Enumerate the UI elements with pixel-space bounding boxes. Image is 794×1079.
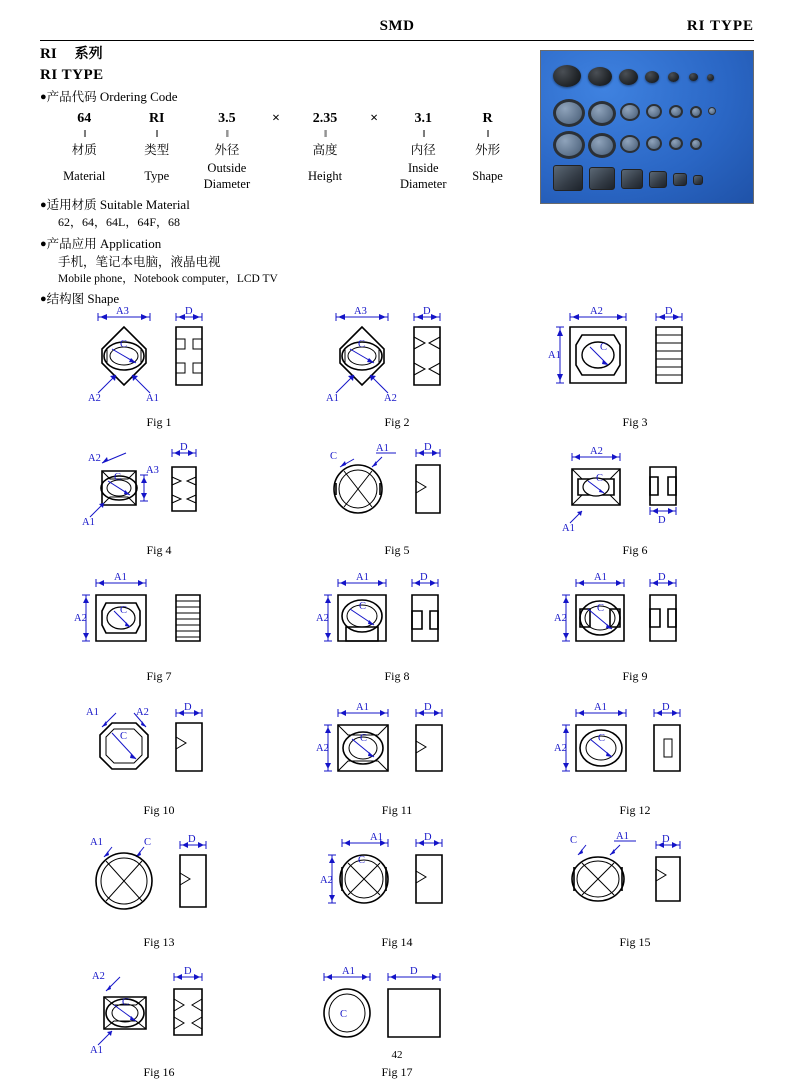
photo-part	[588, 101, 616, 126]
figure-caption: Fig 10	[143, 803, 175, 817]
en-label-sep-2	[359, 160, 389, 192]
figure-row	[40, 441, 754, 557]
figure-cell	[40, 829, 278, 949]
material-heading	[40, 196, 520, 214]
fig4-svg	[54, 441, 264, 541]
fig12-svg	[530, 697, 740, 801]
fig16-svg	[54, 963, 264, 1063]
photo-part	[669, 137, 683, 150]
bullet-icon: ●	[40, 199, 47, 211]
figure-caption: Fig 15	[619, 935, 651, 949]
photo-part	[649, 171, 667, 188]
photo-part	[689, 73, 698, 81]
cn-label-inside-diameter: 内径	[410, 142, 436, 157]
fig7-label-c: C	[120, 605, 128, 616]
fig2-label-a3: A3	[354, 306, 367, 317]
photo-part	[690, 106, 702, 118]
fig7-svg	[54, 571, 264, 667]
fig5-svg	[292, 441, 502, 541]
figure-caption: Fig 11	[381, 803, 413, 817]
fig8-label-d: D	[420, 572, 428, 583]
code-inside-diameter: 3.1	[414, 111, 432, 126]
fig14-label-d: D	[424, 832, 432, 843]
bullet-icon: ●	[40, 238, 47, 250]
figure-drawing	[54, 963, 264, 1063]
code-sep-2: ×	[370, 111, 379, 126]
figure-drawing	[530, 305, 740, 413]
fig16-label-a2: A2	[92, 971, 105, 982]
figure-row	[40, 305, 754, 429]
fig3-label-d: D	[665, 306, 673, 317]
fig4-label-d: D	[180, 442, 188, 453]
ordering-code-table	[48, 109, 518, 192]
figure-cell	[40, 305, 278, 429]
figure-drawing	[54, 829, 264, 933]
en-label-sep-1	[261, 160, 291, 192]
figure-drawing	[530, 697, 740, 801]
figure-cell	[516, 697, 754, 817]
figure-drawing	[530, 441, 740, 541]
photo-part	[693, 175, 703, 185]
figure-cell	[40, 571, 278, 683]
fig2-label-a2: A2	[384, 393, 397, 404]
fig10-label-a2: A2	[136, 707, 149, 718]
application-cn-text: 手机，笔记本电脑，液晶电视	[58, 254, 221, 269]
fig10-svg	[54, 697, 264, 801]
fig2-svg	[292, 305, 502, 413]
application-heading-en: Application	[99, 236, 162, 251]
series-title-cn: 系列	[74, 46, 103, 62]
fig6-label-d: D	[658, 515, 666, 526]
ordering-code-row	[48, 109, 518, 128]
en-label-height: Height	[308, 169, 343, 183]
photo-part	[621, 169, 643, 189]
photo-part	[619, 69, 638, 85]
application-heading	[40, 235, 520, 253]
photo-part	[620, 135, 640, 153]
fig14-label-a2: A2	[320, 875, 333, 886]
header-title: SMD	[379, 18, 415, 34]
fig16-label-c: C	[122, 997, 130, 1008]
fig9-label-c: C	[597, 603, 605, 614]
photo-part	[673, 173, 687, 186]
fig15-label-d: D	[662, 834, 670, 845]
figure-drawing	[292, 963, 502, 1063]
figure-cell-empty	[516, 963, 754, 1079]
fig15-svg	[530, 829, 740, 933]
fig8-svg	[292, 571, 502, 667]
figure-caption: Fig 16	[143, 1065, 175, 1079]
fig14-label-c: C	[358, 855, 366, 866]
page-number: 42	[391, 1049, 403, 1061]
shape-heading-cn: 结构图	[46, 291, 85, 306]
cn-label-material: 材质	[71, 142, 97, 157]
fig16-label-d: D	[184, 966, 192, 977]
figure-cell	[278, 697, 516, 817]
fig17-svg	[292, 963, 502, 1063]
fig10-label-a1: A1	[86, 707, 99, 718]
figure-drawing	[292, 441, 502, 541]
figure-caption: Fig 9	[622, 669, 648, 683]
eq-5	[359, 128, 389, 140]
code-shape: R	[482, 111, 493, 126]
fig3-svg	[530, 305, 740, 413]
fig6-label-a1: A1	[562, 523, 575, 534]
figure-cell	[278, 441, 516, 557]
fig3-label-a1: A1	[548, 350, 561, 361]
eq-3	[261, 128, 291, 140]
fig12-label-c: C	[598, 733, 606, 744]
figure-drawing	[54, 305, 264, 413]
cn-label-shape: 外形	[475, 142, 501, 157]
figure-caption: Fig 3	[622, 415, 648, 429]
ordering-heading	[40, 88, 520, 106]
figure-row	[40, 963, 754, 1079]
fig4-label-a1: A1	[82, 517, 95, 528]
material-values: 62，64，64L，64F，68	[58, 215, 181, 229]
fig16-label-a1: A1	[90, 1045, 103, 1056]
code-outside-diameter: 3.5	[218, 111, 236, 126]
fig11-label-a2: A2	[316, 743, 329, 754]
fig17-label-d: D	[410, 966, 418, 977]
figure-caption: Fig 17	[381, 1065, 413, 1079]
code-material: 64	[77, 111, 92, 126]
cn-label-type: 类型	[144, 142, 170, 157]
figure-cell	[516, 305, 754, 429]
fig1-label-c: C	[120, 339, 128, 350]
eq-1: ‖	[155, 128, 158, 140]
figure-cell	[40, 697, 278, 817]
material-heading-cn: 适用材质	[46, 197, 97, 212]
code-sep-1: ×	[271, 111, 280, 126]
figure-cell	[278, 571, 516, 683]
shape-figure-grid	[40, 305, 754, 1079]
fig1-label-a3: A3	[116, 306, 129, 317]
en-label-type: Type	[144, 169, 170, 183]
photo-part	[553, 65, 581, 87]
figure-caption: Fig 13	[143, 935, 175, 949]
type-title: RI TYPE	[40, 67, 104, 83]
figure-drawing	[530, 571, 740, 667]
bullet-icon: ●	[40, 293, 47, 305]
figure-drawing	[530, 829, 740, 933]
fig4-label-a2: A2	[88, 453, 101, 464]
photo-part	[690, 138, 702, 150]
photo-part	[708, 107, 716, 115]
photo-part	[588, 67, 612, 86]
figure-drawing	[292, 305, 502, 413]
material-heading-en: Suitable Material	[99, 197, 190, 212]
code-type: RI	[148, 111, 165, 126]
photo-part	[646, 136, 662, 151]
fig9-label-d: D	[658, 572, 666, 583]
figure-drawing	[54, 571, 264, 667]
photo-part	[553, 165, 583, 191]
eq-6: ‖	[422, 128, 425, 140]
fig1-svg	[54, 305, 264, 413]
fig17-label-c: C	[340, 1009, 348, 1020]
figure-row	[40, 697, 754, 817]
eq-4: ‖	[324, 128, 327, 140]
fig4-label-a3: A3	[146, 465, 159, 476]
figure-caption: Fig 12	[619, 803, 651, 817]
figure-caption: Fig 4	[146, 543, 172, 557]
figure-drawing	[292, 829, 502, 933]
photo-part	[707, 74, 714, 81]
figure-cell	[278, 305, 516, 429]
photo-part	[589, 167, 615, 190]
fig10-label-c: C	[120, 731, 128, 742]
page-header	[40, 18, 754, 40]
fig5-label-c: C	[330, 451, 338, 462]
en-label-outside-diameter: Outside Diameter	[203, 161, 251, 191]
figure-cell	[516, 829, 754, 949]
fig1-label-a2: A2	[88, 393, 101, 404]
fig13-label-a1: A1	[90, 837, 103, 848]
fig9-svg	[530, 571, 740, 667]
figure-drawing	[54, 697, 264, 801]
figure-drawing	[54, 441, 264, 541]
figure-caption: Fig 8	[384, 669, 410, 683]
en-label-inside-diameter: Inside Diameter	[399, 161, 447, 191]
ordering-heading-cn: 产品代码	[46, 89, 97, 104]
figure-cell	[40, 963, 278, 1079]
fig1-label-d: D	[185, 306, 193, 317]
fig6-svg	[530, 441, 740, 541]
application-en-text: Mobile phone，Notebook computer，LCD TV	[58, 273, 278, 285]
photo-part	[645, 71, 659, 83]
shape-heading-en: Shape	[87, 291, 120, 306]
intro-text-block	[40, 44, 520, 308]
photo-part	[553, 131, 585, 159]
figure-cell	[516, 441, 754, 557]
figure-row	[40, 571, 754, 683]
series-title	[40, 44, 520, 65]
figure-cell	[516, 571, 754, 683]
series-title-code: RI	[40, 46, 57, 62]
ordering-equals-row	[48, 128, 518, 140]
fig13-label-d: D	[188, 834, 196, 845]
fig15-label-c: C	[570, 835, 578, 846]
fig12-label-a2: A2	[554, 743, 567, 754]
product-photo	[540, 50, 754, 204]
fig15-label-a1: A1	[616, 831, 629, 842]
fig17-label-a1: A1	[342, 966, 355, 977]
fig11-svg	[292, 697, 502, 801]
code-height: 2.35	[312, 111, 338, 126]
cn-label-outside-diameter: 外径	[214, 142, 240, 157]
eq-0: ‖	[83, 128, 86, 140]
figure-cell	[40, 441, 278, 557]
product-photo-background	[541, 51, 753, 203]
fig11-label-c: C	[360, 733, 368, 744]
figure-cell	[278, 829, 516, 949]
fig1-label-a1: A1	[146, 393, 159, 404]
photo-part	[668, 72, 679, 82]
photo-part	[553, 99, 585, 127]
fig9-label-a1: A1	[594, 572, 607, 583]
eq-7: ‖	[486, 128, 489, 140]
fig4-label-c: C	[114, 472, 122, 483]
figure-caption: Fig 2	[384, 415, 410, 429]
figure-row	[40, 829, 754, 949]
fig3-label-c: C	[600, 342, 608, 353]
photo-part	[620, 103, 640, 121]
fig6-label-c: C	[596, 473, 604, 484]
fig11-label-d: D	[424, 702, 432, 713]
fig2-label-a1: A1	[326, 393, 339, 404]
photo-part	[646, 104, 662, 119]
en-label-material: Material	[63, 169, 106, 183]
cn-label-sep-2	[359, 140, 389, 160]
fig12-label-d: D	[662, 702, 670, 713]
fig12-label-a1: A1	[594, 702, 607, 713]
ordering-heading-en: Ordering Code	[99, 89, 178, 104]
figure-caption: Fig 6	[622, 543, 648, 557]
figure-caption: Fig 1	[146, 415, 172, 429]
fig8-label-c: C	[359, 601, 367, 612]
ordering-cn-label-row	[48, 140, 518, 160]
cn-label-height: 高度	[312, 142, 338, 157]
fig7-label-a1: A1	[114, 572, 127, 583]
fig14-label-a1: A1	[370, 832, 383, 843]
fig11-label-a1: A1	[356, 702, 369, 713]
figure-caption: Fig 5	[384, 543, 410, 557]
fig8-label-a1: A1	[356, 572, 369, 583]
header-type: RI TYPE	[686, 18, 754, 34]
figure-caption: Fig 14	[381, 935, 413, 949]
fig13-svg	[54, 829, 264, 933]
fig8-label-a2: A2	[316, 613, 329, 624]
figure-drawing	[292, 697, 502, 801]
bullet-icon: ●	[40, 91, 47, 103]
application-heading-cn: 产品应用	[46, 236, 97, 251]
fig14-svg	[292, 829, 502, 933]
figure-cell	[278, 963, 516, 1079]
fig9-label-a2: A2	[554, 613, 567, 624]
figure-drawing	[292, 571, 502, 667]
fig3-label-a2: A2	[590, 306, 603, 317]
page-footer	[0, 1049, 794, 1061]
fig13-label-c: C	[144, 837, 152, 848]
photo-part	[669, 105, 683, 118]
eq-2: ‖	[225, 128, 228, 140]
fig2-label-d: D	[423, 306, 431, 317]
fig2-label-c: C	[358, 339, 366, 350]
fig6-label-a2: A2	[590, 446, 603, 457]
fig7-label-a2: A2	[74, 613, 87, 624]
fig5-label-a1: A1	[376, 443, 389, 454]
photo-part	[588, 133, 616, 158]
en-label-shape: Shape	[472, 169, 503, 183]
cn-label-sep-1	[261, 140, 291, 160]
fig5-label-d: D	[424, 442, 432, 453]
ordering-en-label-row	[48, 160, 518, 192]
fig10-label-d: D	[184, 702, 192, 713]
header-divider	[40, 40, 754, 41]
figure-caption: Fig 7	[146, 669, 172, 683]
